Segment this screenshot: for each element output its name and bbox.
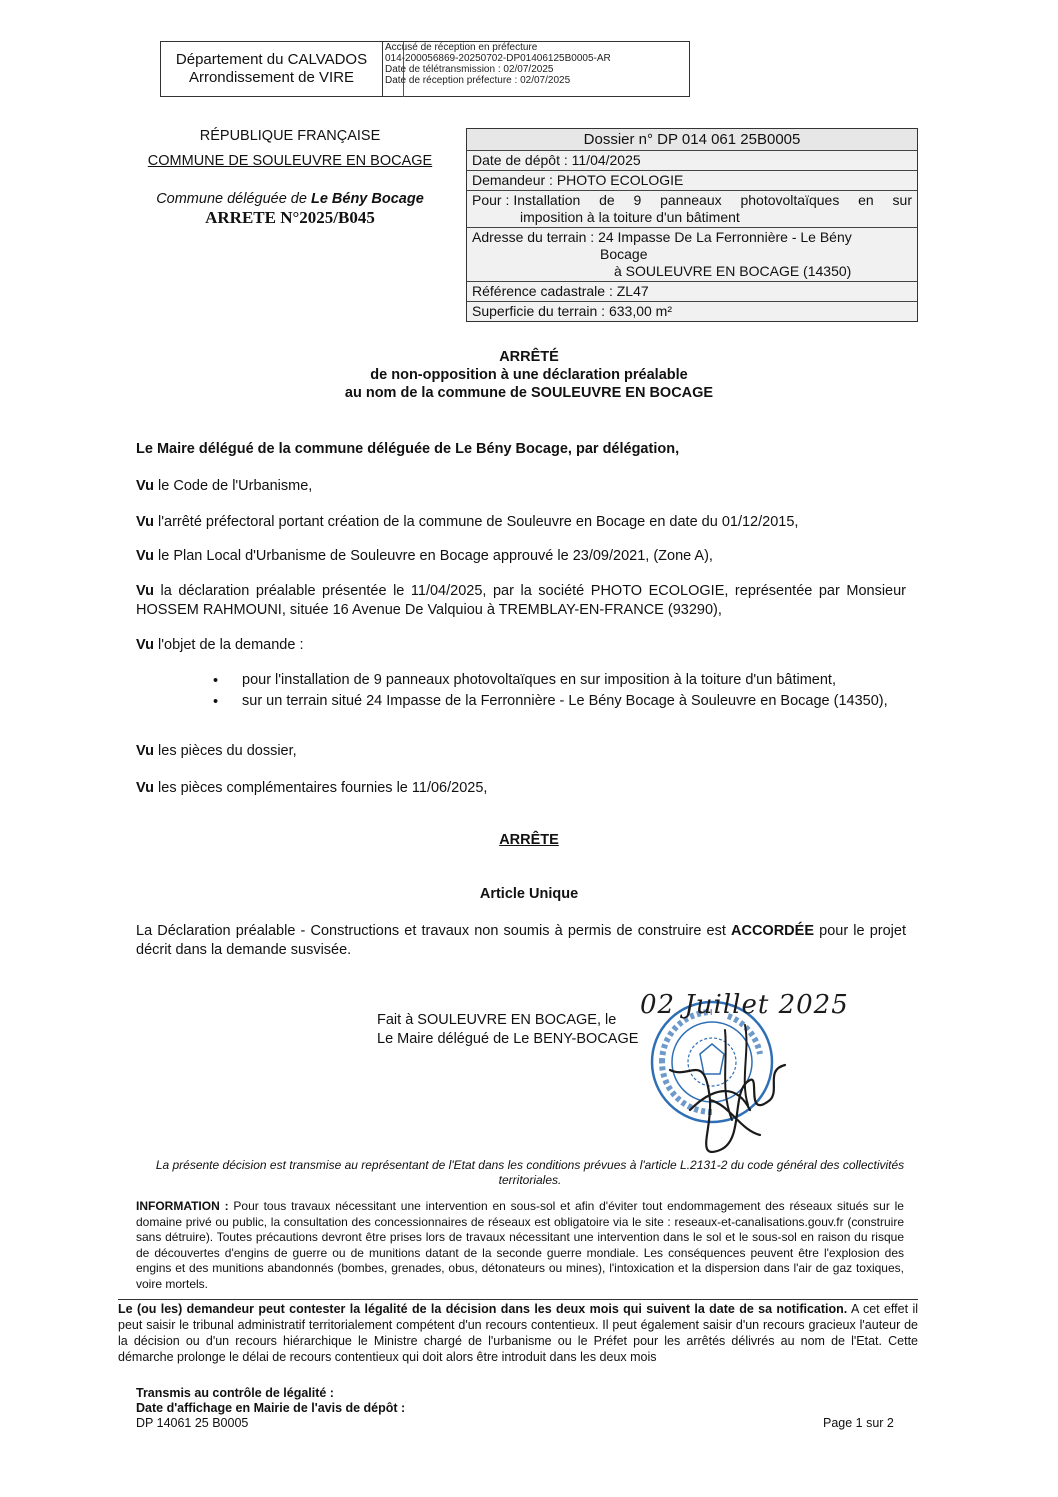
departement: Département du CALVADOS <box>175 51 368 68</box>
transmis-controle: Transmis au contrôle de légalité : <box>136 1386 334 1400</box>
vu-pieces <box>136 742 906 761</box>
cadastre-label: Référence cadastrale : <box>472 283 617 299</box>
information-block <box>136 1199 904 1292</box>
vu-word: Vu <box>136 478 154 494</box>
vu-declaration <box>136 582 906 620</box>
demandeur-label: Demandeur : <box>472 172 557 188</box>
vu-code-urbanisme <box>136 477 906 496</box>
arrete-heading: ARRÊTE <box>499 832 559 848</box>
reception-line: Accusé de réception en préfecture <box>385 42 538 53</box>
bullet-icon: • <box>213 694 219 710</box>
left-heading <box>120 128 460 228</box>
vu-word: Vu <box>136 743 154 759</box>
reception-block <box>385 42 611 86</box>
article-heading: Article Unique <box>479 886 579 902</box>
vu-word: Vu <box>136 548 154 564</box>
superficie-label: Superficie du terrain : <box>472 303 609 319</box>
pour-value-2: imposition à la toiture d'un bâtiment <box>520 209 740 225</box>
vu-text: la déclaration préalable présentée le 11/04/2025, par la société PHOTO ECOLOGIE, représentée par Monsieur HOSSEM RAHMOUNI, située 16 Avenue De Valquiou à TREMBLAY-EN-FRANCE (93290), <box>136 583 906 618</box>
maire-delegation: Le Maire délégué de la commune déléguée de Le Bény Bocage, par délégation, <box>136 441 680 457</box>
vu-text: l'arrêté préfectoral portant création de la commune de Souleuvre en Bocage en date du 01/12/2015, <box>154 514 799 530</box>
vu-word: Vu <box>136 780 154 796</box>
demandeur-value: PHOTO ECOLOGIE <box>556 172 684 188</box>
bullet-icon: • <box>213 673 219 689</box>
vu-text: l'objet de la demande : <box>154 637 304 653</box>
deleguee-prefix: Commune déléguée de <box>156 191 311 207</box>
page-number: Page 1 sur 2 <box>823 1416 894 1430</box>
adresse-value-3: à SOULEUVRE EN BOCAGE (14350) <box>614 263 852 279</box>
divider <box>118 1299 918 1300</box>
vu-arrete-prefectoral <box>136 513 906 532</box>
reception-line: Date de télétransmission : 02/07/2025 <box>385 64 554 75</box>
date-affichage: Date d'affichage en Mairie de l'avis de dépôt : <box>136 1401 406 1415</box>
title-line-1: ARRÊTÉ <box>499 349 559 365</box>
list-item: pour l'installation de 9 panneaux photovoltaïques en sur imposition à la toiture d'un bâtiment, <box>242 672 836 688</box>
vu-plu <box>136 547 906 566</box>
republique: RÉPUBLIQUE FRANÇAISE <box>199 128 381 144</box>
dossier-cadastre <box>467 282 917 302</box>
cadastre-value: ZL47 <box>616 283 649 299</box>
decision-text <box>136 922 906 960</box>
dossier-superficie <box>467 302 917 321</box>
vu-text: le Code de l'Urbanisme, <box>154 478 313 494</box>
info-text: Pour tous travaux nécessitant une intervention en sous-sol et afin d'éviter tout endommagement des réseaux situés sur le domaine privé ou public, la consultation des concessionnaires de réseaux est obligatoire via le site : reseaux-et-canalisations.gouv.fr (construire sans détruire). Toutes précautions devront être prises lors de travaux nécessitant une intervention dans le sol et le sous-sol en raison du risque de découvertes d'engins de guerre ou de munitions datant de la seconde guerre mondiale. Les conséquences peuvent être l'explosion des engins et des munitions abandonnés (bombes, grenades, obus, détonateurs ou mines), l'intoxication et la dispersion dans l'air de gaz toxiques, voire mortels. <box>136 1199 904 1291</box>
vu-text: le Plan Local d'Urbanisme de Souleuvre en Bocage approuvé le 23/09/2021, (Zone A), <box>154 548 713 564</box>
vu-pieces-complementaires <box>136 779 906 798</box>
commune-deleguee <box>120 191 460 207</box>
title-line-3: au nom de la commune de SOULEUVRE EN BOCAGE <box>344 385 714 401</box>
deleguee-name: Le Bény Bocage <box>310 191 424 207</box>
dossier-demandeur <box>467 171 917 191</box>
recours-lead: Le (ou les) demandeur peut contester la légalité de la décision dans les deux mois qui suivent la date de sa notification. <box>118 1302 848 1316</box>
pour-value-1: Installation de 9 panneaux photovoltaïques en sur <box>513 192 912 208</box>
dossier-title: Dossier n° DP 014 061 25B0005 <box>467 129 917 151</box>
reception-line: Date de réception préfecture : 02/07/2025 <box>385 75 571 86</box>
header-box <box>160 41 690 97</box>
arrete-number: ARRETE N°2025/B045 <box>205 208 375 227</box>
dossier-depot <box>467 151 917 171</box>
adresse-value-2: Bocage <box>600 246 648 262</box>
arrete-title <box>0 348 1058 402</box>
arrondissement: Arrondissement de VIRE <box>188 69 355 86</box>
recours-text: A cet effet il peut saisir le tribunal administratif territorialement compétent d'un recours contentieux. Il peut également saisir d'un recours gracieux l'auteur de la décision ou d'un recours hiérarchique le Ministre chargé de l'urbanisme ou le Préfet pour les arrêtés délivrés au nom de l'Etat. Cette démarche prolonge le délai de recours contentieux qui doit alors être introduit dans les deux mois <box>118 1302 918 1364</box>
transmis-block <box>136 1386 405 1416</box>
vu-text: les pièces complémentaires fournies le 11/06/2025, <box>154 780 488 796</box>
pour-label: Pour : <box>472 192 510 208</box>
signature-icon <box>650 1010 800 1170</box>
decision-c: pour le projet décrit dans la demande susvisée. <box>136 923 906 958</box>
departement-block <box>161 42 383 96</box>
vu-word: Vu <box>136 514 154 530</box>
transmission-note: La présente décision est transmise au représentant de l'Etat dans les conditions prévues à l'article L.2131-2 du code général des collectivités territoriales. <box>155 1158 905 1187</box>
dossier-pour <box>467 191 917 228</box>
recours-block <box>118 1301 918 1365</box>
signature-block <box>377 1011 638 1049</box>
vu-text: les pièces du dossier, <box>154 743 297 759</box>
vu-word: Vu <box>136 637 154 653</box>
maire-delegue: Le Maire délégué de Le BENY-BOCAGE <box>377 1031 639 1047</box>
adresse-value-1: 24 Impasse De La Ferronnière - Le Bény <box>598 229 852 245</box>
superficie-value: 633,00 m² <box>608 303 673 319</box>
dossier-table <box>466 128 918 322</box>
title-line-2: de non-opposition à une déclaration préalable <box>370 367 688 383</box>
dossier-adresse <box>467 228 917 282</box>
adresse-label: Adresse du terrain : <box>472 229 599 245</box>
decision-a: La Déclaration préalable - Constructions et travaux non soumis à permis de construire est <box>136 923 732 939</box>
vu-objet <box>136 636 906 655</box>
fait-a: Fait à SOULEUVRE EN BOCAGE, le <box>377 1012 617 1028</box>
vu-word: Vu <box>136 583 154 599</box>
depot-label: Date de dépôt : <box>472 152 572 168</box>
handwritten-date: 02 Juillet 2025 <box>640 990 849 1020</box>
decision-accordee: ACCORDÉE <box>731 923 814 939</box>
info-label: INFORMATION : <box>136 1199 234 1213</box>
dossier-reference: DP 14061 25 B0005 <box>136 1416 249 1430</box>
commune-name: COMMUNE DE SOULEUVRE EN BOCAGE <box>147 153 433 169</box>
reception-line: 014-200056869-20250702-DP01406125B0005-AR <box>385 53 611 64</box>
depot-value: 11/04/2025 <box>571 152 641 168</box>
list-item: sur un terrain situé 24 Impasse de la Ferronnière - Le Bény Bocage à Souleuvre en Bocage (14350), <box>242 693 888 709</box>
